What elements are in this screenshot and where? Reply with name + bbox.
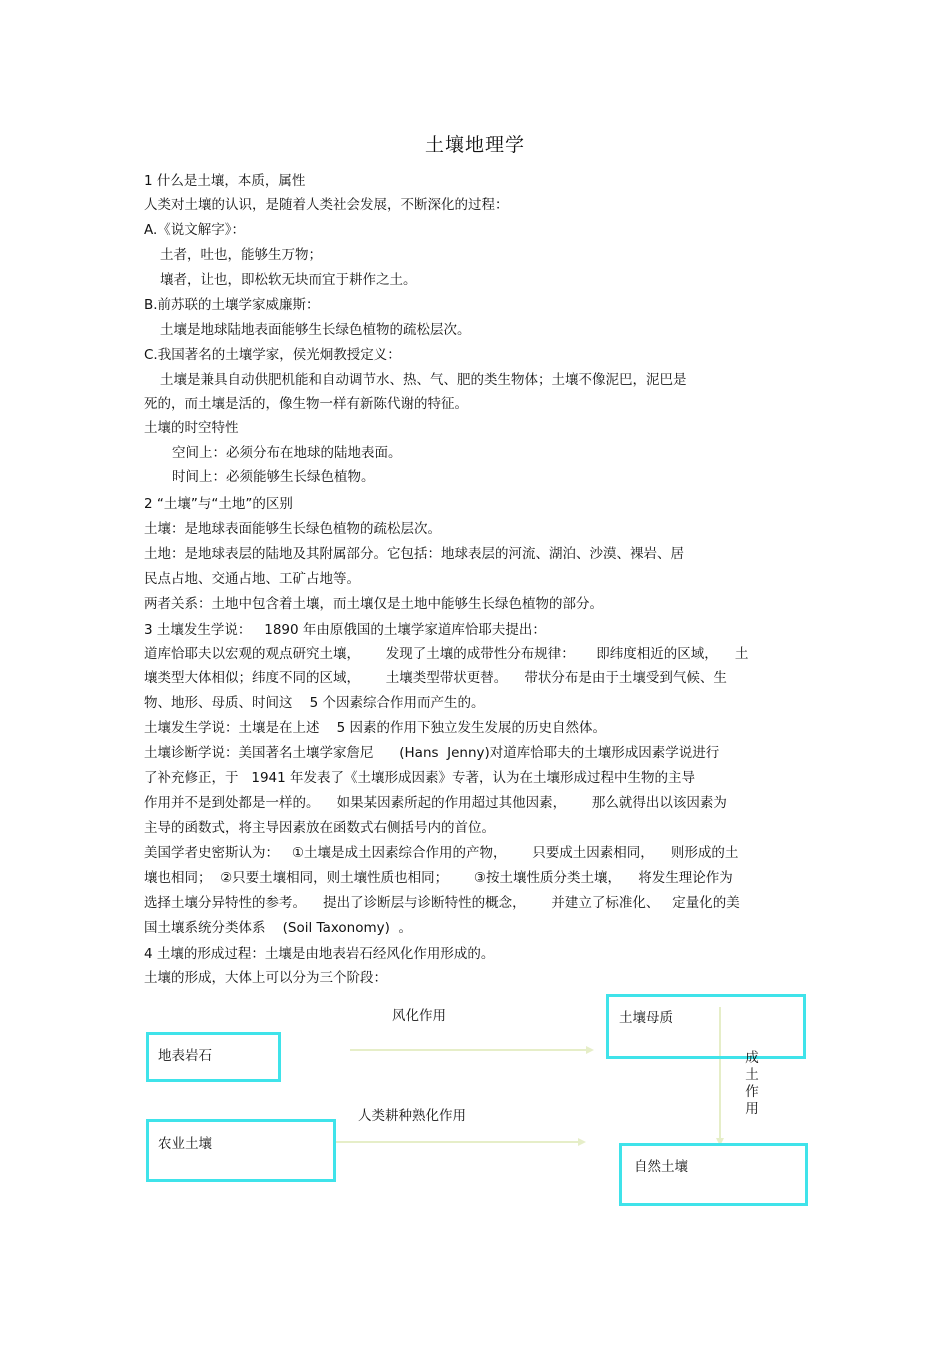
text-line: B.前苏联的土壤学家威廉斯： [144, 297, 320, 313]
text-line: 了补充修正，于 1941 年发表了《土壤形成因素》专著，认为在土壤形成过程中生物的主导 [144, 770, 696, 786]
weathering-label: 风化作用 [392, 1008, 446, 1024]
text-line: 时间上：必须能够生长绿色植物。 [172, 469, 375, 485]
agri-soil-box-label: 农业土壤 [158, 1136, 212, 1152]
text-line: 土地：是地球表层的陆地及其附属部分。它包括：地球表层的河流、湖泊、沙漠、裸岩、居 [144, 546, 684, 562]
parent-material-box-label: 土壤母质 [619, 1010, 673, 1026]
text-line: 主导的函数式，将主导因素放在函数式右侧括号内的首位。 [144, 820, 495, 836]
text-line: 土壤的时空特性 [144, 420, 239, 436]
text-line: 土壤发生学说：土壤是在上述 5 因素的作用下独立发生发展的历史自然体。 [144, 720, 607, 736]
parent-material-box [606, 994, 806, 1059]
weathering-arrowhead [586, 1046, 594, 1054]
text-line: 土壤诊断学说：美国著名土壤学家詹尼 (Hans Jenny)对道库恰耶夫的土壤形成因素学说进行 [144, 745, 720, 761]
text-line: 壤者，让也，即松软无块而宜于耕作之土。 [160, 272, 417, 288]
text-line: 3 土壤发生学说： 1890 年由原俄国的土壤学家道库恰耶夫提出： [144, 622, 546, 638]
text-line: A.《说文解字》： [144, 222, 246, 238]
rock-box-label: 地表岩石 [158, 1048, 212, 1064]
text-line: 国土壤系统分类体系 (Soil Taxonomy) 。 [144, 920, 412, 936]
text-line: 两者关系：土地中包含着土壤，而土壤仅是土地中能够生长绿色植物的部分。 [144, 596, 603, 612]
soil-forming-char: 成 [745, 1050, 759, 1066]
text-line: 土壤是地球陆地表面能够生长绿色植物的疏松层次。 [160, 322, 471, 338]
text-line: 壤也相同； ②只要土壤相同，则土壤性质也相同； ③按土壤性质分类土壤， 将发生理论作为 [144, 870, 733, 886]
text-line: 土壤的形成，大体上可以分为三个阶段： [144, 970, 387, 986]
soil-forming-char: 作 [745, 1084, 759, 1100]
text-line: 1 什么是土壤，本质，属性 [144, 173, 306, 189]
text-line: 空间上：必须分布在地球的陆地表面。 [172, 445, 402, 461]
page-title: 土壤地理学 [424, 134, 525, 156]
text-line: 土者，吐也，能够生万物； [160, 247, 322, 263]
text-line: 土壤：是地球表面能够生长绿色植物的疏松层次。 [144, 521, 441, 537]
natural-soil-box-label: 自然土壤 [634, 1159, 688, 1175]
soil-forming-char: 土 [745, 1067, 759, 1083]
cultivation-arrowhead [578, 1138, 586, 1146]
text-line: 土壤是兼具自动供肥机能和自动调节水、热、气、肥的类生物体；土壤不像泥巴，泥巴是 [160, 372, 687, 388]
text-line: 死的，而土壤是活的，像生物一样有新陈代谢的特征。 [144, 396, 468, 412]
text-line: 4 土壤的形成过程：土壤是由地表岩石经风化作用形成的。 [144, 946, 495, 962]
text-line: 选择土壤分异特性的参考。 提出了诊断层与诊断特性的概念， 并建立了标准化、 定量化的美 [144, 895, 740, 911]
text-line: 物、地形、母质、时间这 5 个因素综合作用而产生的。 [144, 695, 485, 711]
text-line: 2 “土壤”与“土地”的区别 [144, 496, 293, 512]
text-line: 人类对土壤的认识，是随着人类社会发展，不断深化的过程： [144, 197, 509, 213]
text-line: 道库恰耶夫以宏观的观点研究土壤， 发现了土壤的成带性分布规律： 即纬度相近的区域， 土 [144, 646, 749, 662]
text-line: 壤类型大体相似；纬度不同的区域， 土壤类型带状更替。 带状分布是由于土壤受到气候、生 [144, 670, 727, 686]
text-line: 民点占地、交通占地、工矿占地等。 [144, 571, 360, 587]
soil-forming-label [744, 1050, 760, 1118]
text-line: 美国学者史密斯认为： ①土壤是成土因素综合作用的产物， 只要成土因素相同， 则形成的土 [144, 845, 739, 861]
text-line: C.我国著名的土壤学家，侯光炯教授定义： [144, 347, 401, 363]
soil-forming-char: 用 [745, 1101, 759, 1117]
text-line: 作用并不是到处都是一样的。 如果某因素所起的作用超过其他因素， 那么就得出以该因素为 [144, 795, 727, 811]
cultivation-label: 人类耕种熟化作用 [358, 1108, 466, 1124]
